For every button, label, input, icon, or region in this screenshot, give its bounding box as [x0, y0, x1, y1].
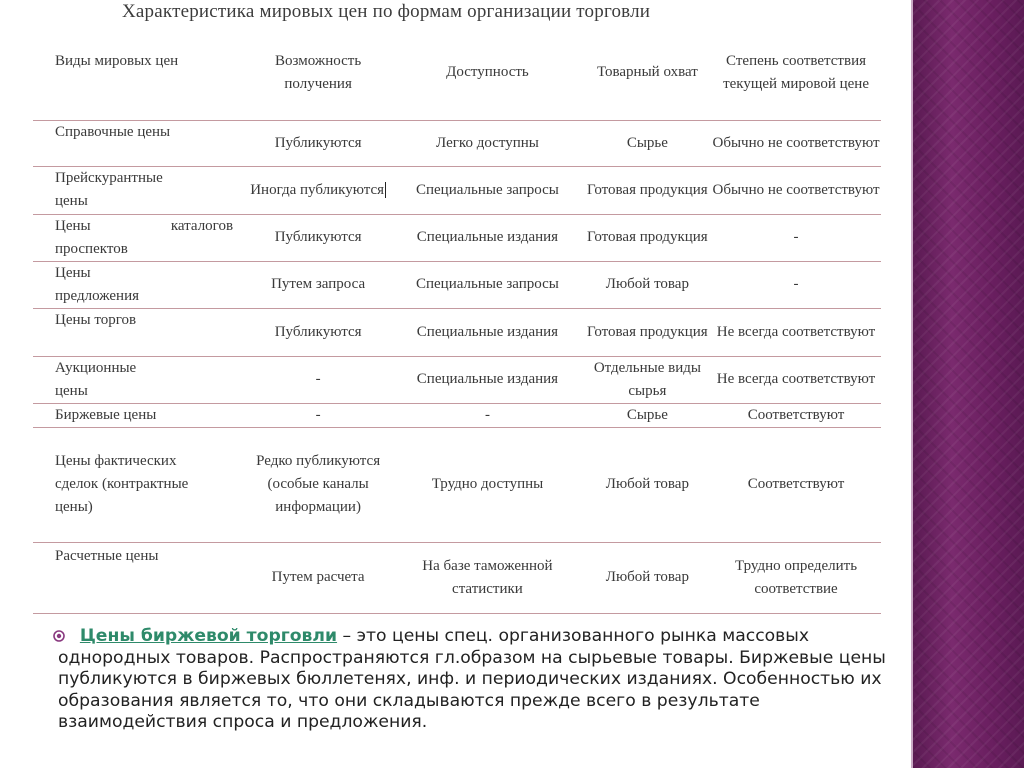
row-name: Цены торгов [33, 308, 245, 356]
header-cell-obtain: Возможность получения [245, 26, 391, 120]
row-name-line1: Аукционные [55, 359, 137, 376]
row-name [33, 214, 245, 261]
table-row [33, 308, 881, 356]
row-access: - [391, 403, 584, 427]
row-scope: Готовая продукция [584, 308, 711, 356]
row-access: Специальные издания [391, 214, 584, 261]
row-scope: Сырье [584, 120, 711, 166]
table-row [33, 261, 881, 308]
row-name-word2: каталогов [170, 217, 234, 234]
row-scope: Любой товар [584, 261, 711, 308]
row-obtain: Публикуются [245, 214, 391, 261]
table-row [33, 214, 881, 261]
row-name-line2: цены [55, 193, 88, 209]
row-obtain: Путем запроса [245, 261, 391, 308]
decorative-purple-band [913, 0, 1024, 768]
row-match: Трудно определить соответствие [711, 542, 881, 613]
row-name-word1: Цены [55, 217, 91, 234]
row-scope: Готовая продукция [584, 214, 711, 261]
row-access: Специальные запросы [391, 261, 584, 308]
row-match: Не всегда соответствуют [711, 356, 881, 403]
row-name-line1: Прейскурантные [55, 170, 163, 186]
row-obtain [245, 166, 391, 214]
row-name-line1: Цены [55, 264, 91, 281]
row-name: Справочные цены [33, 120, 245, 166]
row-access: Легко доступны [391, 120, 584, 166]
paragraph-text: – это цены спец. организованного рынка массовых однородных товаров. Распространяются гл.образом на сырьевые товары. Биржевые цены публикуются в биржевых бюллетенях, инф. и периодических изданиях. Особенностью их образования является то, что они складываются прежде всего в результате взаимодействия спроса и предложения. [58, 626, 886, 732]
header-cell-access: Доступность [391, 26, 584, 120]
row-access: Специальные запросы [391, 166, 584, 214]
row-obtain: - [245, 356, 391, 403]
slide-title: Характеристика мировых цен по формам организации торговли [122, 1, 651, 22]
table-row [33, 427, 881, 542]
row-access: Специальные издания [391, 308, 584, 356]
table-row [33, 542, 881, 613]
row-match: Обычно не соответствуют [711, 166, 881, 214]
row-name-line2: проспектов [55, 240, 128, 257]
table-row [33, 403, 881, 427]
table-row [33, 120, 881, 166]
prices-table [33, 26, 881, 614]
row-obtain: Редко публикуются (особые каналы информации) [245, 427, 391, 542]
row-name-line1 [55, 215, 245, 238]
table-header-row [33, 26, 881, 120]
row-match: Соответствуют [711, 403, 881, 427]
header-cell-match: Степень соответствия текущей мировой цене [711, 26, 881, 120]
row-match: Обычно не соответствуют [711, 120, 881, 166]
row-name-line2: предложения [55, 287, 140, 304]
text-cursor-cell[interactable]: Иногда публикуются [250, 181, 385, 198]
row-obtain: Публикуются [245, 308, 391, 356]
row-obtain: Путем расчета [245, 542, 391, 613]
row-match: Не всегда соответствуют [711, 308, 881, 356]
row-name [33, 356, 245, 403]
paragraph-lead-term: Цены биржевой торговли [79, 626, 338, 646]
table-row [33, 356, 881, 403]
row-access: Трудно доступны [391, 427, 584, 542]
row-scope: Любой товар [584, 542, 711, 613]
row-match: - [711, 261, 881, 308]
row-name: Цены фактических сделок (контрактные цены) [33, 427, 245, 542]
row-access: На базе таможенной статистики [391, 542, 584, 613]
row-scope: Готовая продукция [584, 166, 711, 214]
row-match: - [711, 214, 881, 261]
row-obtain: Публикуются [245, 120, 391, 166]
header-cell-scope: Товарный охват [584, 26, 711, 120]
row-scope: Сырье [584, 403, 711, 427]
row-name: Расчетные цены [33, 542, 245, 613]
header-cell-types: Виды мировых цен [33, 26, 245, 120]
row-name [33, 261, 245, 308]
row-name [33, 166, 245, 214]
row-access: Специальные издания [391, 356, 584, 403]
row-obtain: - [245, 403, 391, 427]
row-scope: Отдельные виды сырья [584, 356, 711, 403]
row-match: Соответствуют [711, 427, 881, 542]
body-paragraph [58, 626, 908, 734]
row-name-line2: цены [55, 382, 88, 399]
row-name: Биржевые цены [33, 403, 245, 427]
table-row [33, 166, 881, 214]
row-scope: Любой товар [584, 427, 711, 542]
